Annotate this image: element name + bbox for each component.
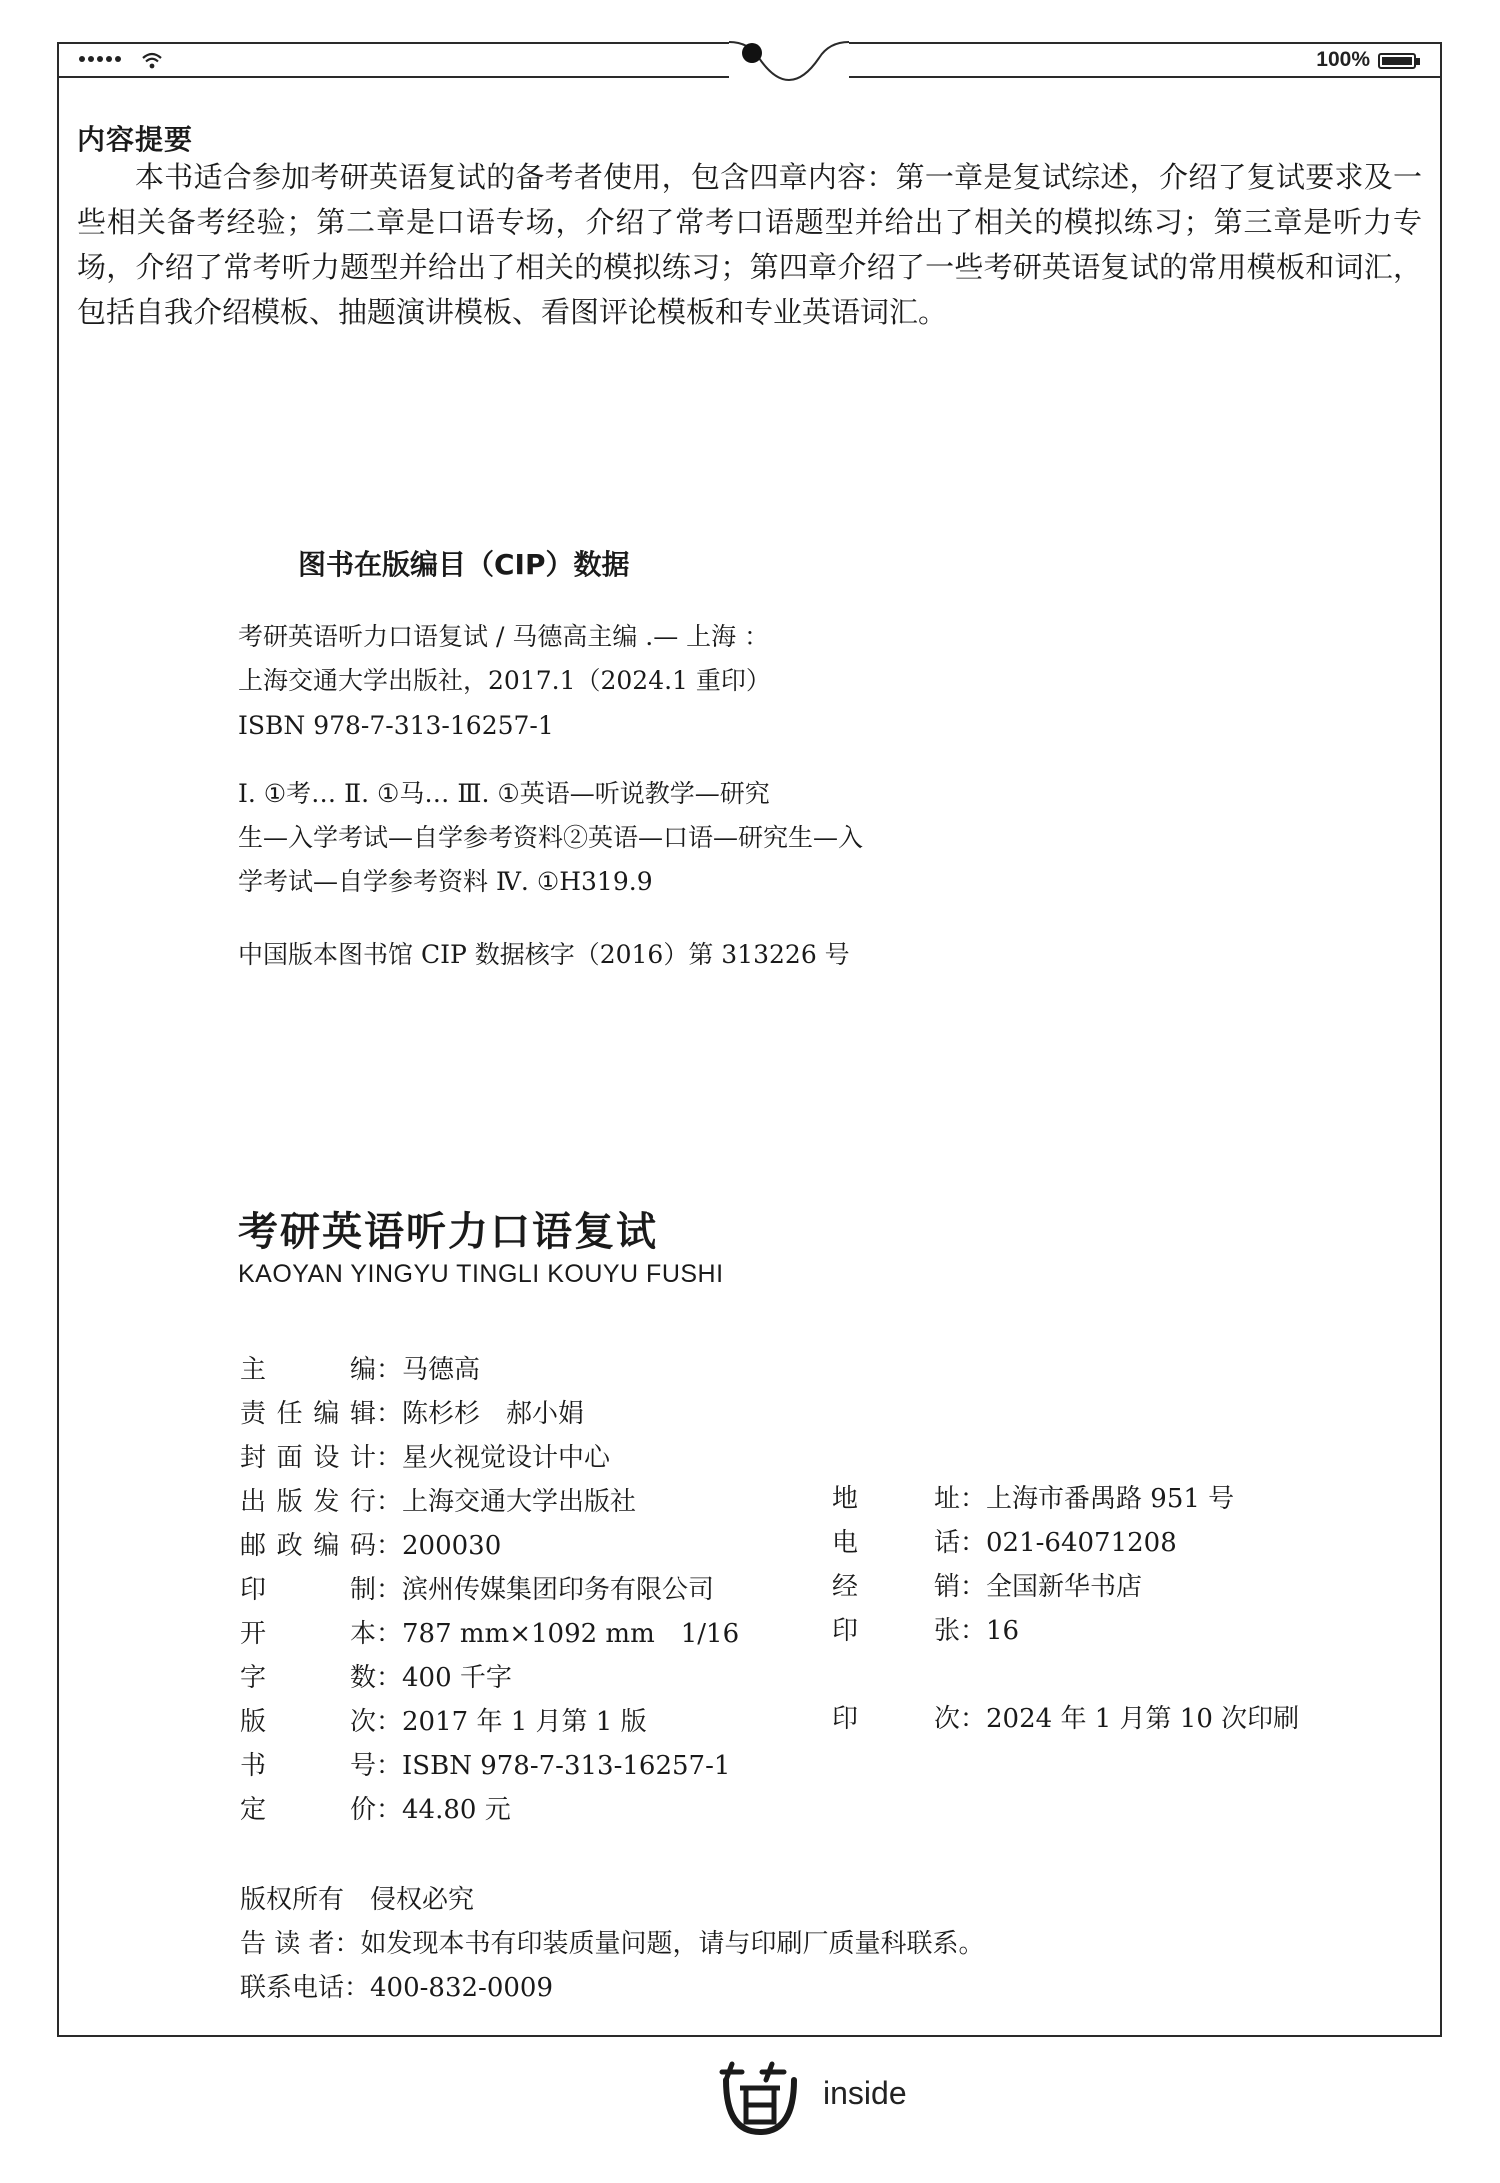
info-label-char: 主 [240, 1355, 267, 1385]
info-label [240, 1612, 376, 1656]
info-value: ：马德高 [376, 1355, 481, 1385]
info-label-char: 号 [349, 1751, 376, 1781]
info-value-text: 16 [986, 1616, 1020, 1646]
info-label [240, 1568, 376, 1612]
info-row [832, 1653, 1299, 1697]
info-label [240, 1656, 376, 1700]
rights-block [240, 1878, 985, 2010]
info-label-char: 定 [240, 1795, 267, 1825]
info-value-text: 2024 年 1 月第 10 次印刷 [986, 1704, 1300, 1734]
cip-line: 学考试—自学参考资料 Ⅳ. ①H319.9 [238, 867, 653, 896]
camera-dot [742, 43, 762, 63]
info-row [240, 1656, 739, 1700]
info-label-char: 制 [349, 1575, 376, 1605]
cip-isbn: ISBN 978-7-313-16257-1 [238, 711, 554, 740]
wifi-icon [141, 50, 163, 72]
info-row [832, 1609, 1299, 1653]
info-value-text: 44.80 元 [402, 1795, 511, 1825]
info-label-char: 价 [349, 1795, 376, 1825]
info-row [240, 1524, 739, 1568]
info-row [240, 1700, 739, 1744]
info-value: ：021-64071208 [960, 1528, 1177, 1558]
jian-logo-icon [712, 2058, 808, 2138]
info-label-char: 数 [349, 1663, 376, 1693]
info-value: ：上海交通大学出版社 [376, 1487, 637, 1517]
cip-record-number: 中国版本图书馆 CIP 数据核字（2016）第 313226 号 [238, 940, 850, 969]
info-label-char: 辑 [349, 1399, 376, 1429]
info-label-char: 版 [276, 1487, 303, 1517]
info-label-char: 次 [349, 1707, 376, 1737]
info-label [240, 1480, 376, 1524]
info-label-char: 责 [240, 1399, 267, 1429]
info-label-char: 任 [276, 1399, 303, 1429]
info-label-char: 字 [240, 1663, 267, 1693]
info-value: ：全国新华书店 [960, 1572, 1143, 1602]
logo-text: inside [823, 2075, 907, 2111]
info-row [832, 1521, 1299, 1565]
cip-line: 上海交通大学出版社，2017.1（2024.1 重印） [238, 666, 771, 695]
info-row [240, 1568, 739, 1612]
info-label-char: 版 [240, 1707, 267, 1737]
info-value-text: 陈杉杉 郝小娟 [402, 1399, 585, 1429]
info-value-text: 马德高 [402, 1355, 481, 1385]
info-label-char: 电 [832, 1528, 859, 1558]
cip-line: Ⅰ. ①考… Ⅱ. ①马… Ⅲ. ①英语—听说教学—研究 [238, 779, 770, 808]
info-label-char: 出 [240, 1487, 267, 1517]
info-label [240, 1348, 376, 1392]
info-label [240, 1744, 376, 1788]
info-label-char: 邮 [240, 1531, 267, 1561]
info-value-text: 2017 年 1 月第 1 版 [402, 1707, 647, 1737]
battery-icon [1378, 53, 1416, 69]
info-value: ：2024 年 1 月第 10 次印刷 [960, 1704, 1300, 1734]
info-value: ：滨州传媒集团印务有限公司 [376, 1575, 715, 1605]
book-pinyin: KAOYAN YINGYU TINGLI KOUYU FUSHI [238, 1260, 724, 1288]
summary-paragraph: 本书适合参加考研英语复试的备考者使用，包含四章内容：第一章是复试综述，介绍了复试要求及一些相关备考经验；第二章是口语专场，介绍了常考口语题型并给出了相关的模拟练习；第三章是听力专场，介绍了常考听力题型并给出了相关的模拟练习；第四章介绍了一些考研英语复试的常用模板和词汇，包括自我介绍模板、抽题演讲模板、看图评论模板和专业英语词汇。 [77, 160, 1422, 329]
info-value: ：陈杉杉 郝小娟 [376, 1399, 585, 1429]
contact-phone: 联系电话：400-832-0009 [240, 1973, 553, 2003]
info-label-char: 销 [933, 1572, 960, 1602]
info-value-text: 滨州传媒集团印务有限公司 [402, 1575, 715, 1605]
info-label-char: 次 [933, 1704, 960, 1734]
info-label [240, 1436, 376, 1480]
info-value-text: 上海市番禺路 951 号 [986, 1484, 1235, 1514]
info-label-char: 发 [313, 1487, 340, 1517]
summary-heading: 内容提要 [77, 123, 194, 156]
info-label [240, 1524, 376, 1568]
info-label-char: 印 [832, 1616, 859, 1646]
info-row [240, 1480, 739, 1524]
info-row [240, 1744, 739, 1788]
info-label [832, 1609, 960, 1653]
info-value: ：787 mm×1092 mm 1/16 [376, 1619, 740, 1649]
cip-title: 图书在版编目（CIP）数据 [298, 548, 630, 581]
info-value-text: 400 千字 [402, 1663, 512, 1693]
info-row [240, 1392, 739, 1436]
info-label [240, 1700, 376, 1744]
info-label-char: 话 [933, 1528, 960, 1558]
info-label-char: 书 [240, 1751, 267, 1781]
cip-line: 生—入学考试—自学参考资料②英语—口语—研究生—入 [238, 823, 864, 852]
info-row [832, 1477, 1299, 1521]
info-label-char: 印 [832, 1704, 859, 1734]
info-label [832, 1653, 960, 1697]
info-row [240, 1788, 739, 1832]
info-label-char: 编 [313, 1531, 340, 1561]
info-label [832, 1565, 960, 1609]
info-value: ：400 千字 [376, 1663, 512, 1693]
info-label-char: 本 [349, 1619, 376, 1649]
info-label-char: 编 [313, 1399, 340, 1429]
info-value-text: ISBN 978-7-313-16257-1 [402, 1751, 731, 1781]
cip-line: 考研英语听力口语复试 / 马德高主编 .— 上海 ： [238, 622, 770, 651]
info-value: ：16 [960, 1616, 1020, 1646]
info-label-char: 码 [349, 1531, 376, 1561]
info-label-char: 址 [933, 1484, 960, 1514]
copyright-notice: 版权所有 侵权必究 [240, 1885, 475, 1915]
info-label [832, 1697, 960, 1741]
publication-info-right [832, 1477, 1299, 1741]
info-row [240, 1436, 739, 1480]
info-row [832, 1565, 1299, 1609]
info-value-text: 上海交通大学出版社 [402, 1487, 637, 1517]
info-row [240, 1612, 739, 1656]
info-value: ：星火视觉设计中心 [376, 1443, 611, 1473]
reader-notice: 告 读 者：如发现本书有印装质量问题，请与印刷厂质量科联系。 [240, 1929, 985, 1959]
info-value-text: 200030 [402, 1531, 502, 1561]
info-value: ：上海市番禺路 951 号 [960, 1484, 1235, 1514]
info-label-char: 印 [240, 1575, 267, 1605]
info-value-text: 787 mm×1092 mm 1/16 [402, 1619, 740, 1649]
info-label-char: 面 [276, 1443, 303, 1473]
info-label-char: 设 [313, 1443, 340, 1473]
info-label-char: 计 [349, 1443, 376, 1473]
info-value: ：2017 年 1 月第 1 版 [376, 1707, 647, 1737]
info-label-char: 经 [832, 1572, 859, 1602]
info-label-char: 封 [240, 1443, 267, 1473]
info-value: ：44.80 元 [376, 1795, 511, 1825]
info-label [240, 1392, 376, 1436]
book-title: 考研英语听力口语复试 [238, 1209, 658, 1255]
info-value: ：200030 [376, 1531, 502, 1561]
info-label [240, 1788, 376, 1832]
info-row [832, 1697, 1299, 1741]
info-label [832, 1521, 960, 1565]
info-label [832, 1477, 960, 1521]
info-label-char: 开 [240, 1619, 267, 1649]
info-label-char: 张 [933, 1616, 960, 1646]
summary-text [77, 155, 1422, 335]
publication-info-left [240, 1348, 739, 1832]
info-value-text: 星火视觉设计中心 [402, 1443, 611, 1473]
info-value: ：ISBN 978-7-313-16257-1 [376, 1751, 731, 1781]
info-row [240, 1348, 739, 1392]
info-value-text: 021-64071208 [986, 1528, 1177, 1558]
info-value-text: 全国新华书店 [986, 1572, 1143, 1602]
info-label-char: 行 [349, 1487, 376, 1517]
info-label-char: 地 [832, 1484, 859, 1514]
battery-label: 100% [1316, 48, 1370, 71]
info-label-char: 政 [276, 1531, 303, 1561]
signal-icon [79, 56, 121, 62]
info-label-char: 编 [349, 1355, 376, 1385]
